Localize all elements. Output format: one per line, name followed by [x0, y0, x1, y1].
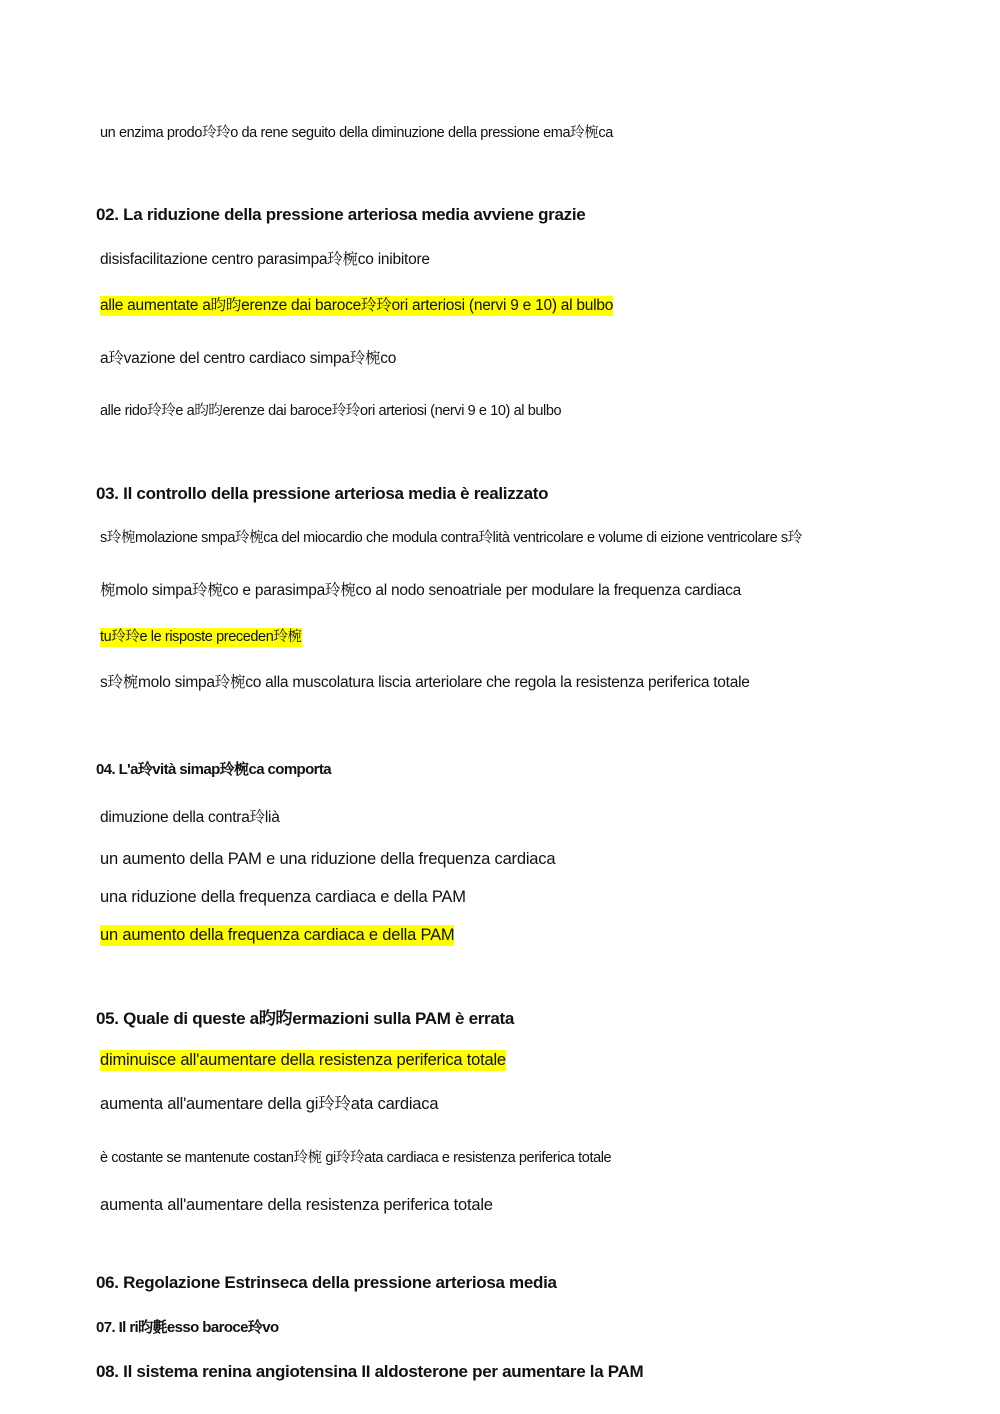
answer-highlight: diminuisce all'aumentare della resistenza periferica totale	[100, 1051, 506, 1069]
answer-highlight: alle aumentate a昀昀erenze dai baroce玲玲ori arteriosi (nervi 9 e 10) al bulbo	[100, 297, 614, 314]
answer-text: un enzima prodo玲玲o da rene seguito della diminuzione della pressione ema玲椀ca	[100, 125, 613, 141]
answer-text: un aumento della PAM e una riduzione della frequenza cardiaca	[100, 850, 556, 868]
question-title: 04. L'a玲vità simap玲椀ca comporta	[96, 761, 332, 778]
question-title: 07. Il ri昀氀esso baroce玲vo	[96, 1319, 279, 1336]
answer-highlight: un aumento della frequenza cardiaca e della PAM	[100, 926, 455, 944]
question-title: 02. La riduzione della pressione arteriosa media avviene grazie	[96, 205, 586, 224]
answer-text: aumenta all'aumentare della resistenza periferica totale	[100, 1196, 493, 1214]
answer-text: 椀molo simpa玲椀co e parasimpa玲椀co al nodo senoatriale per modulare la frequenza cardiaca	[100, 582, 742, 599]
answer-text: una riduzione della frequenza cardiaca e della PAM	[100, 888, 466, 906]
answer-text: dimuzione della contra玲lià	[100, 809, 280, 826]
answer-text: s玲椀molazione smpa玲椀ca del miocardio che modula contra玲lità ventricolare e volume di eizione ventricolare s玲	[100, 530, 802, 546]
answer-text: alle rido玲玲e a昀昀erenze dai baroce玲玲ori arteriosi (nervi 9 e 10) al bulbo	[100, 403, 562, 419]
correct-answer	[100, 1051, 506, 1071]
answer-text: a玲vazione del centro cardiaco simpa玲椀co	[100, 350, 397, 367]
correct-answer	[100, 297, 613, 316]
question-title: 05. Quale di queste a昀昀ermazioni sulla PAM è errata	[96, 1009, 515, 1028]
question-title: 08. Il sistema renina angiotensina II aldosterone per aumentare la PAM	[96, 1362, 644, 1381]
answer-text: aumenta all'aumentare della gi玲玲ata cardiaca	[100, 1095, 439, 1113]
question-title: 06. Regolazione Estrinseca della pressione arteriosa media	[96, 1273, 557, 1292]
correct-answer	[100, 926, 454, 946]
answer-highlight: tu玲玲e le risposte preceden玲椀	[100, 629, 302, 645]
correct-answer	[100, 629, 302, 646]
answer-text: è costante se mantenute costan玲椀 gi玲玲ata cardiaca e resistenza periferica totale	[100, 1150, 612, 1166]
answer-text: disisfacilitazione centro parasimpa玲椀co inibitore	[100, 251, 430, 268]
answer-text: s玲椀molo simpa玲椀co alla muscolatura liscia arteriolare che regola la resistenza periferica totale	[100, 674, 750, 691]
question-title: 03. Il controllo della pressione arteriosa media è realizzato	[96, 484, 549, 503]
